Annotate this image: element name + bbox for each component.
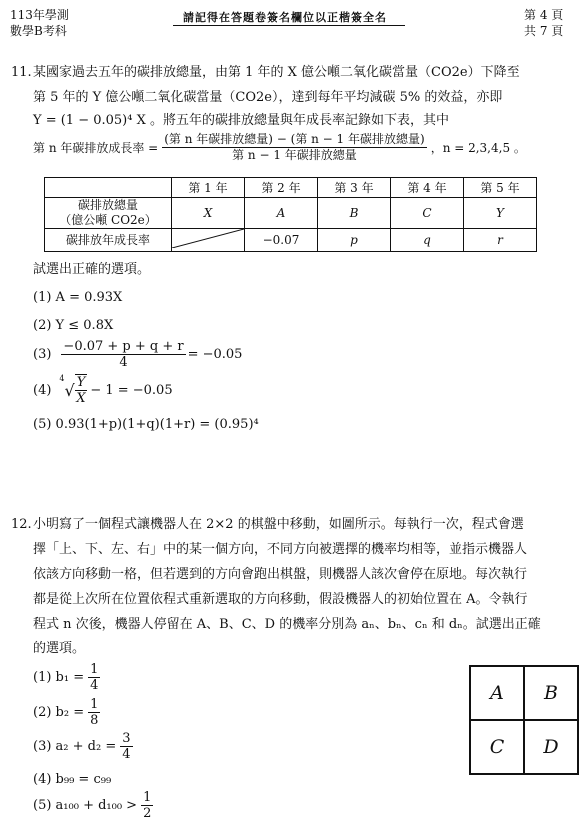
fraction-numerator: −0.07 + p + q + r [63, 339, 184, 354]
table-row-label [45, 198, 172, 229]
option-fraction [120, 731, 132, 762]
q11-prompt: 試選出正確的選項。 [33, 262, 151, 277]
q12-option-4: (4) b₉₉ = c₉₉ [33, 772, 112, 787]
board-cell-c: C [470, 720, 524, 774]
table-cell-empty [172, 229, 245, 252]
root-index: 4 [59, 374, 65, 383]
row-label-line: 碳排放總量 [77, 198, 138, 212]
fraction-denominator: 4 [90, 678, 99, 693]
table-header-cell: 第 1 年 [172, 178, 245, 198]
option-label: (3) [33, 347, 52, 362]
q12-line4: 都是從上次所在位置依程式重新選取的方向移動，假設機器人的初始位置在 A。令執行 [33, 592, 528, 607]
q11-rate-definition [33, 132, 526, 163]
chessboard-2x2 [469, 665, 579, 775]
option-rhs: = −0.05 [187, 347, 243, 362]
q12-line5: 程式 n 次後，機器人停留在 A、B、C、D 的機率分別為 aₙ、bₙ、cₙ 和 dₙ。試選出正確 [33, 617, 541, 632]
q11-rate-fraction [162, 132, 426, 163]
table-header-cell: 第 5 年 [464, 178, 537, 198]
q12-option-2 [33, 697, 100, 728]
table-cell: p [318, 229, 391, 252]
q11-rate-numerator: (第 n 年碳排放總量) − (第 n − 1 年碳排放總量) [164, 132, 425, 146]
q12-number: 12. [11, 517, 32, 532]
fraction-numerator: 3 [122, 731, 131, 746]
option-label: (3) a₂ + d₂ = [33, 739, 117, 754]
q11-emissions-table [44, 177, 537, 252]
board-cell-b: B [524, 666, 578, 720]
table-cell: r [464, 229, 537, 252]
fraction-numerator: Y [76, 375, 86, 390]
option-label: (2) b₂ = [33, 705, 85, 720]
radicand-fraction [75, 374, 88, 406]
table-row-emissions [45, 198, 537, 229]
q11-rate-label: 第 n 年碳排放成長率 = [33, 141, 159, 155]
q11-line1: 某國家過去五年的碳排放總量，由第 1 年的 X 億公噸二氧化碳當量（CO2e）下降至 [33, 65, 520, 80]
option-fraction [141, 790, 153, 821]
table-header-cell: 第 3 年 [318, 178, 391, 198]
table-cell: C [391, 198, 464, 229]
q11-rate-condition: ，n = 2,3,4,5 。 [430, 141, 526, 155]
q12-line1: 小明寫了一個程式讓機器人在 2×2 的棋盤中移動，如圖所示。每執行一次，程式會選 [33, 517, 524, 532]
q11-rate-denominator: 第 n − 1 年碳排放總量 [232, 148, 357, 162]
fraction-numerator: 1 [90, 662, 99, 677]
exam-year: 113年學測 [10, 8, 69, 22]
option-label: (5) a₁₀₀ + d₁₀₀ > [33, 798, 138, 813]
page-number: 第 4 頁 [524, 8, 564, 22]
diagonal-slash [172, 229, 244, 248]
row-label-line: （億公噸 CO2e） [59, 213, 157, 227]
table-cell: −0.07 [245, 229, 318, 252]
q12-option-1 [33, 662, 100, 693]
q11-option-1: (1) A = 0.93X [33, 290, 123, 305]
board-cell-a: A [470, 666, 524, 720]
fraction-denominator: 4 [119, 355, 128, 370]
table-cell: Y [464, 198, 537, 229]
q11-line3: Y = (1 − 0.05)⁴ X 。將五年的碳排放總量與年成長率記錄如下表，其中 [33, 113, 449, 128]
q11-option-4 [33, 374, 173, 406]
q11-number: 11. [11, 65, 32, 80]
table-cell: B [318, 198, 391, 229]
table-cell: X [172, 198, 245, 229]
fraction-numerator: 1 [143, 790, 152, 805]
notice-underline [173, 25, 405, 26]
table-cell: A [245, 198, 318, 229]
option-rhs: − 1 = −0.05 [90, 382, 173, 398]
exam-subject: 數學B考科 [10, 24, 67, 38]
option-label: (1) b₁ = [33, 670, 85, 685]
q12-option-3 [33, 731, 133, 762]
q11-option-2: (2) Y ≤ 0.8X [33, 318, 114, 333]
fraction-denominator: X [76, 391, 86, 406]
table-header-cell: 第 4 年 [391, 178, 464, 198]
table-row-growth [45, 229, 537, 252]
fraction-denominator: 2 [143, 806, 152, 821]
table-header-row [45, 178, 537, 198]
fraction-denominator: 8 [90, 713, 99, 728]
table-header-cell [45, 178, 172, 198]
fraction-denominator: 4 [122, 747, 131, 762]
table-row-label: 碳排放年成長率 [45, 229, 172, 252]
q12-option-5 [33, 790, 153, 821]
table-cell: q [391, 229, 464, 252]
option-fraction [88, 697, 100, 728]
option-label: (4) [33, 382, 52, 398]
q11-option-5: (5) 0.93(1+p)(1+q)(1+r) = (0.95)⁴ [33, 417, 259, 432]
q12-line3: 依該方向移動一格，但若選到的方向會跑出棋盤，則機器人該次會停在原地。每次執行 [33, 567, 528, 582]
q12-line2: 擇「上、下、左、右」中的某一個方向，不同方向被選擇的機率均相等，並指示機器人 [33, 542, 528, 557]
q12-line6: 的選項。 [33, 641, 86, 656]
radical-sign: √ [64, 380, 75, 400]
option-fraction [88, 662, 100, 693]
table-header-cell: 第 2 年 [245, 178, 318, 198]
fraction-numerator: 1 [90, 697, 99, 712]
q11-option-3 [33, 339, 242, 370]
q11-line2: 第 5 年的 Y 億公噸二氧化碳當量（CO2e），達到每年平均減碳 5% 的效益，亦即 [33, 90, 503, 105]
option-fraction [61, 339, 185, 370]
signature-notice: 請記得在答題卷簽名欄位以正楷簽全名 [183, 11, 387, 24]
page-total: 共 7 頁 [524, 24, 564, 38]
board-cell-d: D [524, 720, 578, 774]
